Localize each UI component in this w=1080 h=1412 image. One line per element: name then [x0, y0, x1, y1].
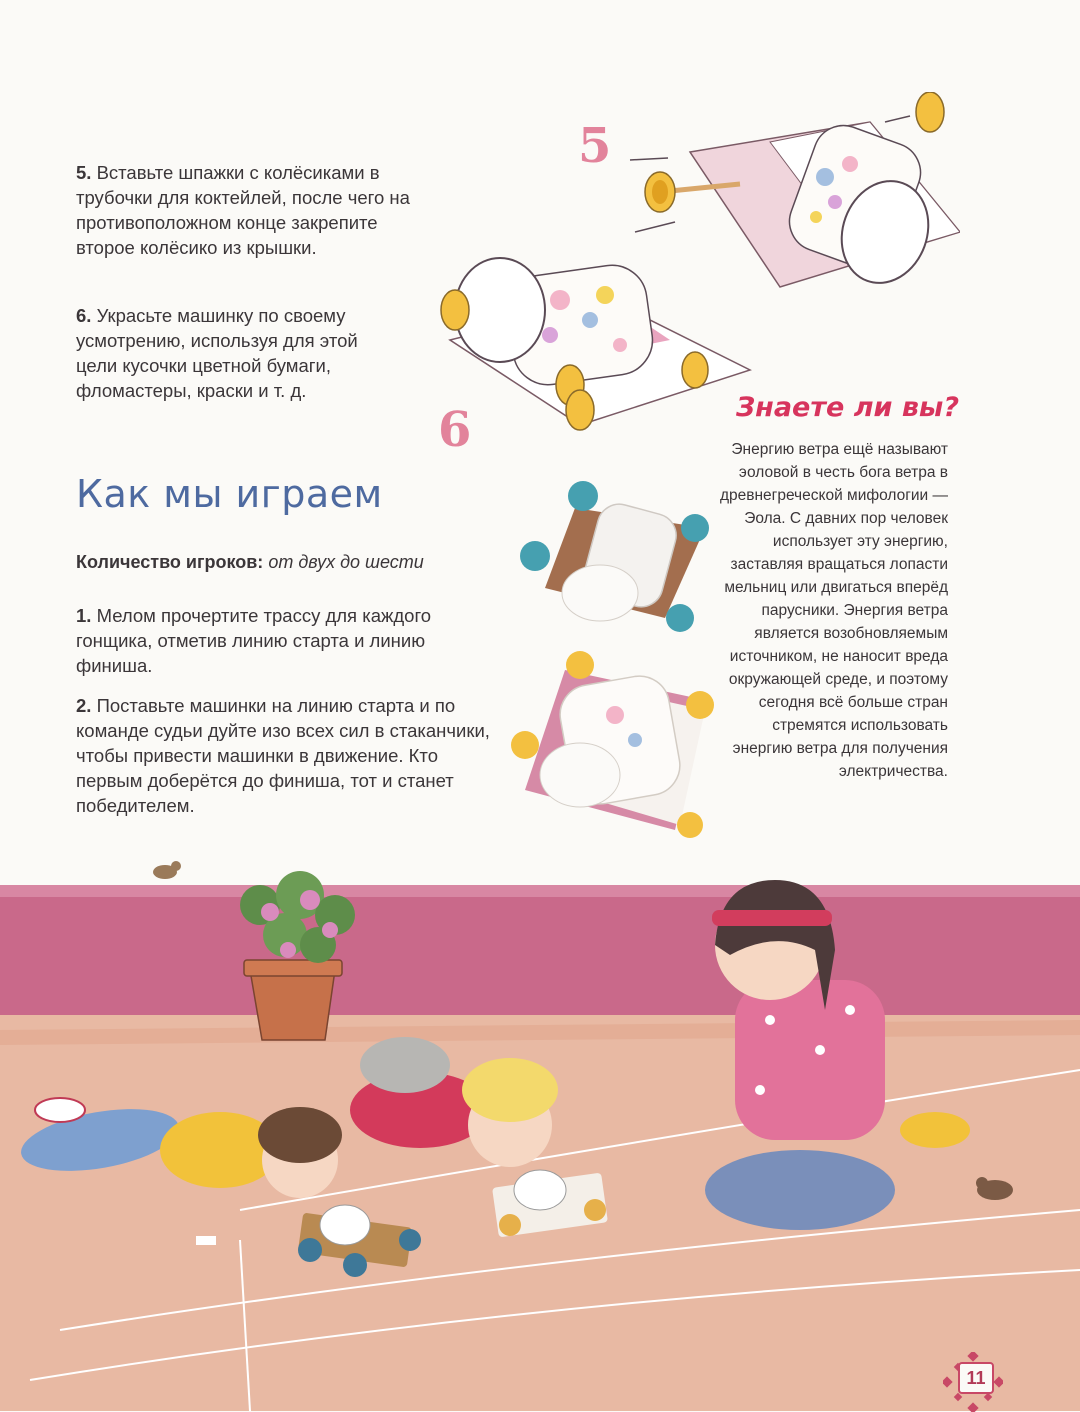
instruction-step-5: [76, 160, 416, 260]
step-text: Вставьте шпажки с колёсиками в трубочки для коктейлей, после чего на противоположном конце закрепите второе колёсико из крышки.: [76, 162, 410, 258]
step-number: 5.: [76, 162, 92, 183]
sidebar-text: Энергию ветра ещё называют эоловой в честь бога ветра в древнегреческой мифологии — Эола. С давних пор человек использует эту энергию, заставляя вращаться лопасти мельниц или двигаться вперёд парусники. Энергия ветра является возобновляемым источником, не наносит вреда окружающей среде, и поэтому сегодня всё больше стран стремятся использовать энергию ветра для получения электричества.: [719, 441, 948, 780]
players-count: [76, 552, 424, 573]
step-text: Мелом прочертите трассу для каждого гонщика, отметив линию старта и линию финиша.: [76, 605, 432, 676]
step-number: 1.: [76, 605, 92, 626]
step-text: Украсьте машинку по своему усмотрению, используя для этой цели кусочки цветной бумаги, фломастеры, краски и т. д.: [76, 305, 358, 401]
step-number: 6.: [76, 305, 92, 326]
step-number: 2.: [76, 695, 92, 716]
sidebar-title: Знаете ли вы?: [736, 392, 959, 423]
section-title: Как мы играем: [76, 472, 383, 516]
car-decorated-illustration-6: [430, 250, 760, 450]
play-step-2: [76, 693, 506, 818]
kids-racing-scene-illustration: [0, 860, 1080, 1411]
step-text: Поставьте машинки на линию старта и по команде судьи дуйте изо всех сил в стаканчики, чтобы привести машинки в движение. Кто первым доберётся до финиша, тот и станет победителем.: [76, 695, 490, 816]
players-label: Количество игроков:: [76, 552, 264, 572]
illustration-number-6: 6: [438, 402, 472, 458]
players-value: от двух до шести: [268, 552, 424, 572]
photo-car-yellow-wheels: [505, 650, 715, 840]
instruction-step-6: [76, 303, 386, 403]
page-number: 11: [958, 1362, 994, 1394]
photo-car-blue-wheels: [515, 478, 715, 638]
illustration-number-5: 5: [578, 118, 612, 174]
play-step-1: [76, 603, 496, 678]
